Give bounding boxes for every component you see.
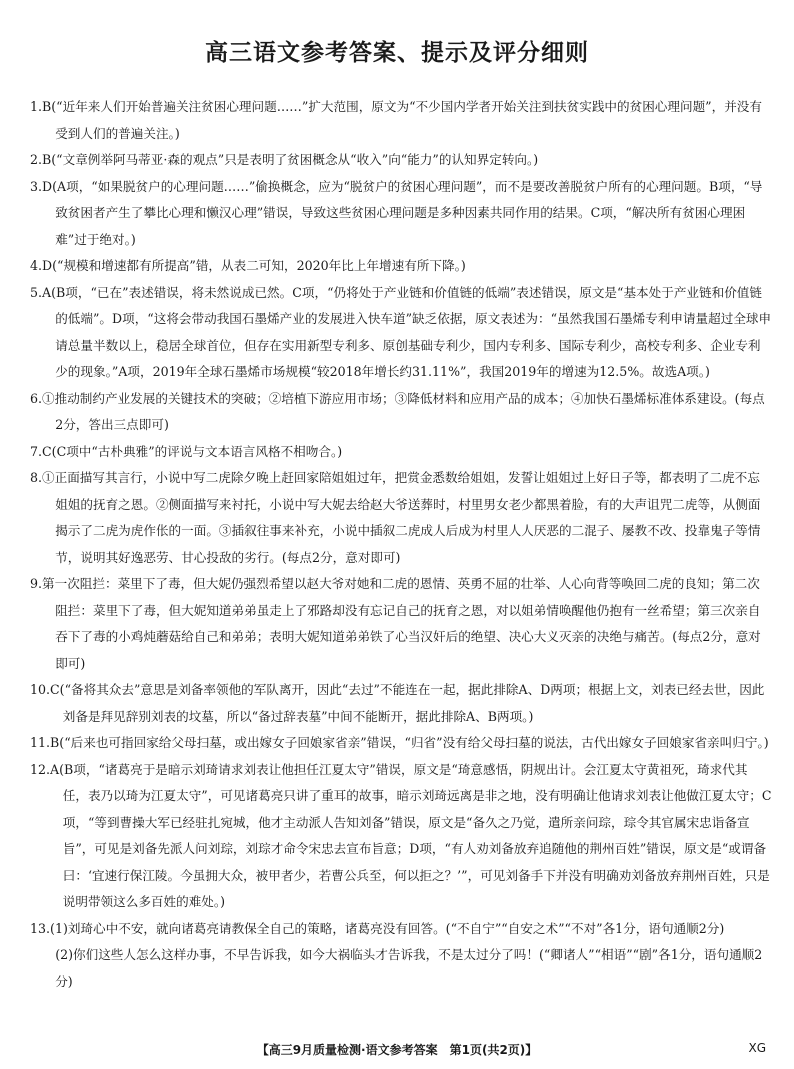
answer-item-13-part-2: (2)你们这些人怎么这样办事，不早告诉我，如今大祸临头才告诉我，不是太过分了吗！(“卿诸人”“相语”“剧”各1分，语句通顺2分) [55, 947, 763, 989]
answer-item-3: 3.D(A项，“如果脱贫户的心理问题……”偷换概念，应为“脱贫户的贫困心理问题”，而不是要改善脱贫户所有的心理问题。B项，“导致贫困者产生了攀比心理和懒汉心理”错误，导致这些贫困心理问题是多种因素共同作用的结果。C项，“解决所有贫困心理困难”过于绝对。) [30, 178, 763, 247]
answer-item-5: 5.A(B项，“已在”表述错误，将未然说成已然。C项，“仍将处于产业链和价值链的低端”表述错误，原文是“基本处于产业链和价值链的低端”。D项，“这将会带动我国石墨烯产业的发展进入快车道”缺乏依据，原文表述为：“虽然我国石墨烯专利申请量超过全球申请总量半数以上，稳居全球首位，但存在实用新型专利多、原创基础专利少，国内专利多、国际专利少，高校专利多、企业专利少的现象。”A项，2019年全球石墨烯市场规模“较2018年增长约31.11%”，我国2019年的增速为12.5%。故选A项。) [30, 284, 772, 379]
page-title: 高三语文参考答案、提示及评分细则 [205, 40, 589, 66]
answer-item-1: 1.B(“近年来人们开始普遍关注贫困心理问题……”扩大范围，原文为“不少国内学者开始关注到扶贫实践中的贫困心理问题”，并没有受到人们的普遍关注。) [30, 99, 762, 141]
answer-item-8: 8.①正面描写其言行，小说中写二虎除夕晚上赶回家陪姐姐过年，把赏金悉数给姐姐，发誓让姐姐过上好日子等，都表明了二虎不忘姐姐的抚育之恩。②侧面描写来衬托，小说中写大妮去给赵大爷送葬时，村里男女老少都黑着脸，有的大声诅咒二虎等，从侧面揭示了二虎为虎作伥的一面。③插叙往事来补充，小说中插叙二虎成人后成为村里人人厌恶的二混子、屡教不改、投靠鬼子等情节，说明其好逸恶劳、甘心投敌的劣行。(每点2分，意对即可) [30, 470, 761, 565]
answer-item-13-part-1: 13.(1)刘琦心中不安，就向诸葛亮请教保全自己的策略，诸葛亮没有回答。(“不自宁”“自安之术”“不对”各1分，语句通顺2分) [30, 920, 725, 936]
answer-list [30, 94, 772, 995]
answer-item-9: 9.第一次阻拦：菜里下了毒，但大妮仍强烈希望以赵大爷对她和二虎的恩情、英勇不屈的壮举、人心向背等唤回二虎的良知；第二次阻拦：菜里下了毒，但大妮知道弟弟虽走上了邪路却没有忘记自己的抚育之恩，对以姐弟情唤醒他仍抱有一丝希望；第三次亲自吞下了毒的小鸡炖蘑菇给自己和弟弟；表明大妮知道弟弟铁了心当汉奸后的绝望、决心大义灭亲的决绝与痛苦。(每点2分，意对即可) [30, 576, 761, 671]
answer-item-4: 4.D(“规模和增速都有所提高”错，从表二可知，2020年比上年增速有所下降。) [30, 258, 466, 273]
answer-item-7: 7.C(C项中“古朴典雅”的评说与文本语言风格不相吻合。) [30, 443, 343, 459]
answer-item-6: 6.①推动制约产业发展的关键技术的突破；②培植下游应用市场；③降低材料和应用产品的成本；④加快石墨烯标准体系建设。(每点2分，答出三点即可) [30, 390, 765, 432]
answer-item-10: 10.C(“备将其众去”意思是刘备率领他的军队离开，因此“去过”不能连在一起，据此排除A、D两项；根据上文，刘表已经去世，因此刘备是拜见辞别刘表的坟墓，所以“备过辞表墓”中间不能断开，据此排除A、B两项。) [30, 682, 765, 724]
answer-item-12: 12.A(B项，“诸葛亮于是暗示刘琦请求刘表让他担任江夏太守”错误，原文是“琦意感悟，阴规出计。会江夏太守黄祖死，琦求代其任，表乃以琦为江夏太守”，可见诸葛亮只讲了重耳的故事，暗示刘琦远离是非之地，没有明确让他请求刘表让他做江夏太守；C项，“等到曹操大军已经驻扎宛城，他才主动派人告知刘备”错误，原文是“备久之乃觉，遣所亲问琮，琮令其官属宋忠诣备宣旨”，可见是刘备先派人问刘琮，刘琮才命令宋忠去宣布旨意；D项，“有人劝刘备放弃追随他的荆州百姓”错误，原文是“或谓备曰：‘宜速行保江陵。今虽拥大众，被甲者少，若曹公兵至，何以拒之？’”，可见刘备手下并没有明确劝刘备放弃荆州百姓，只是说明带领这么多百姓的难处。) [30, 761, 772, 909]
answer-item-2: 2.B(“文章例举阿马蒂亚·森的观点”只是表明了贫困概念从“收入”向“能力”的认知界定转向。) [30, 152, 539, 167]
footer-page-info: 【高三9月质量检测·语文参考答案 第1页(共2页)】 [256, 1043, 538, 1057]
answer-item-11: 11.B(“后来也可指回家给父母扫墓，或出嫁女子回娘家省亲”错误，“归省”没有给父母扫墓的说法，古代出嫁女子回娘家省亲叫归宁。) [30, 735, 769, 750]
footer-code: XG [748, 1041, 766, 1055]
